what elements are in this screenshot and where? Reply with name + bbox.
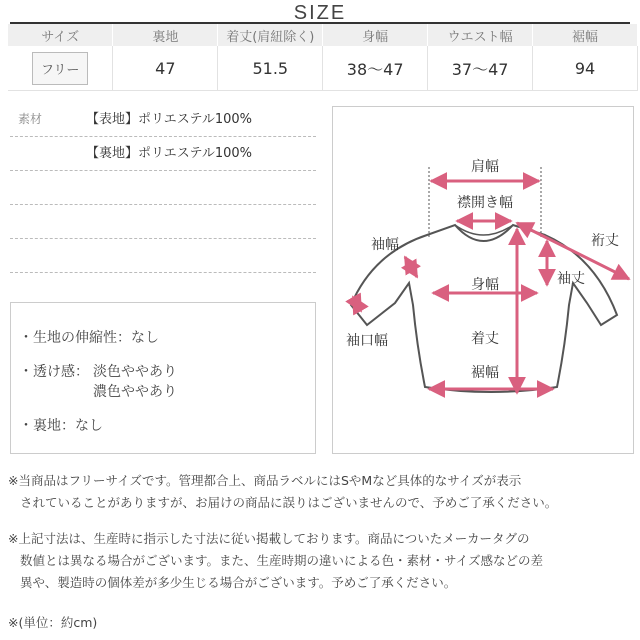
label-raglan: 裄丈 [591,233,619,249]
note-line: ※当商品はフリーサイズです。管理都合上、商品ラベルにはSやMなど具体的なサイズが表示 [8,473,522,488]
label-body: 身幅 [471,277,499,293]
size-label-cell [8,46,113,91]
header-lining: 裏地 [113,24,218,46]
label-shoulder: 肩幅 [471,159,499,175]
label-length: 着丈 [471,331,499,347]
feature-sheer-light: 淡色ややあり [93,364,177,380]
label-cuff: 袖口幅 [346,333,388,349]
value-body-width: 38〜47 [323,46,428,91]
note-free-size [8,470,630,514]
header-size: サイズ [8,24,113,46]
value-hem-width: 94 [533,46,638,91]
feature-sheer-dark: 濃色ややあり [93,384,177,400]
material-row-empty [10,204,316,239]
material-outer: 【表地】ポリエステル100% [86,112,252,127]
material-row-empty [10,238,316,273]
material-lining: 【裏地】ポリエステル100% [86,146,252,161]
value-lining: 47 [113,46,218,91]
material-row [10,136,316,171]
value-waist-width: 37〜47 [428,46,533,91]
size-label-free: フリー [32,52,88,85]
material-row-empty [10,170,316,205]
note-line: ※上記寸法は、生産時に指示した寸法に従い掲載しております。商品についたメーカータグの [8,531,530,546]
page-title: SIZE [293,2,347,24]
garment-diagram [332,106,634,454]
label-hem: 裾幅 [471,365,499,381]
header-length: 着丈(肩紐除く) [218,24,323,46]
material-key: 素材 [18,112,43,126]
note-line: されていることがありますが、お届けの商品に誤りはございませんので、予めご了承ください。 [20,495,558,510]
arrow-sleeve-width [405,257,417,277]
note-line: 数値とは異なる場合がございます。また、生産時期の違いによる色・素材・サイズ感などの差 [20,553,544,568]
feature-stretch: ・生地の伸縮性：なし [19,330,159,346]
header-waist-width: ウエスト幅 [428,24,533,46]
label-neck: 襟開き幅 [457,195,513,211]
garment-svg [333,107,633,453]
feature-lining: ・裏地：なし [19,418,103,434]
feature-box [10,302,316,454]
size-table-header-row [8,24,638,46]
label-sleeve-length: 袖丈 [557,271,585,287]
note-line: 異や、製造時の個体差が多少生じる場合がございます。予めご了承ください。 [20,575,457,590]
material-row [10,102,316,137]
label-sleeve-width: 袖幅 [371,237,399,253]
value-length: 51.5 [218,46,323,91]
note-measurements [8,528,630,594]
size-table [8,24,638,91]
table-row [8,46,638,91]
header-body-width: 身幅 [323,24,428,46]
feature-sheer-label: ・透け感： [19,364,89,380]
note-unit: ※(単位：約cm) [8,615,98,630]
header-hem-width: 裾幅 [533,24,638,46]
